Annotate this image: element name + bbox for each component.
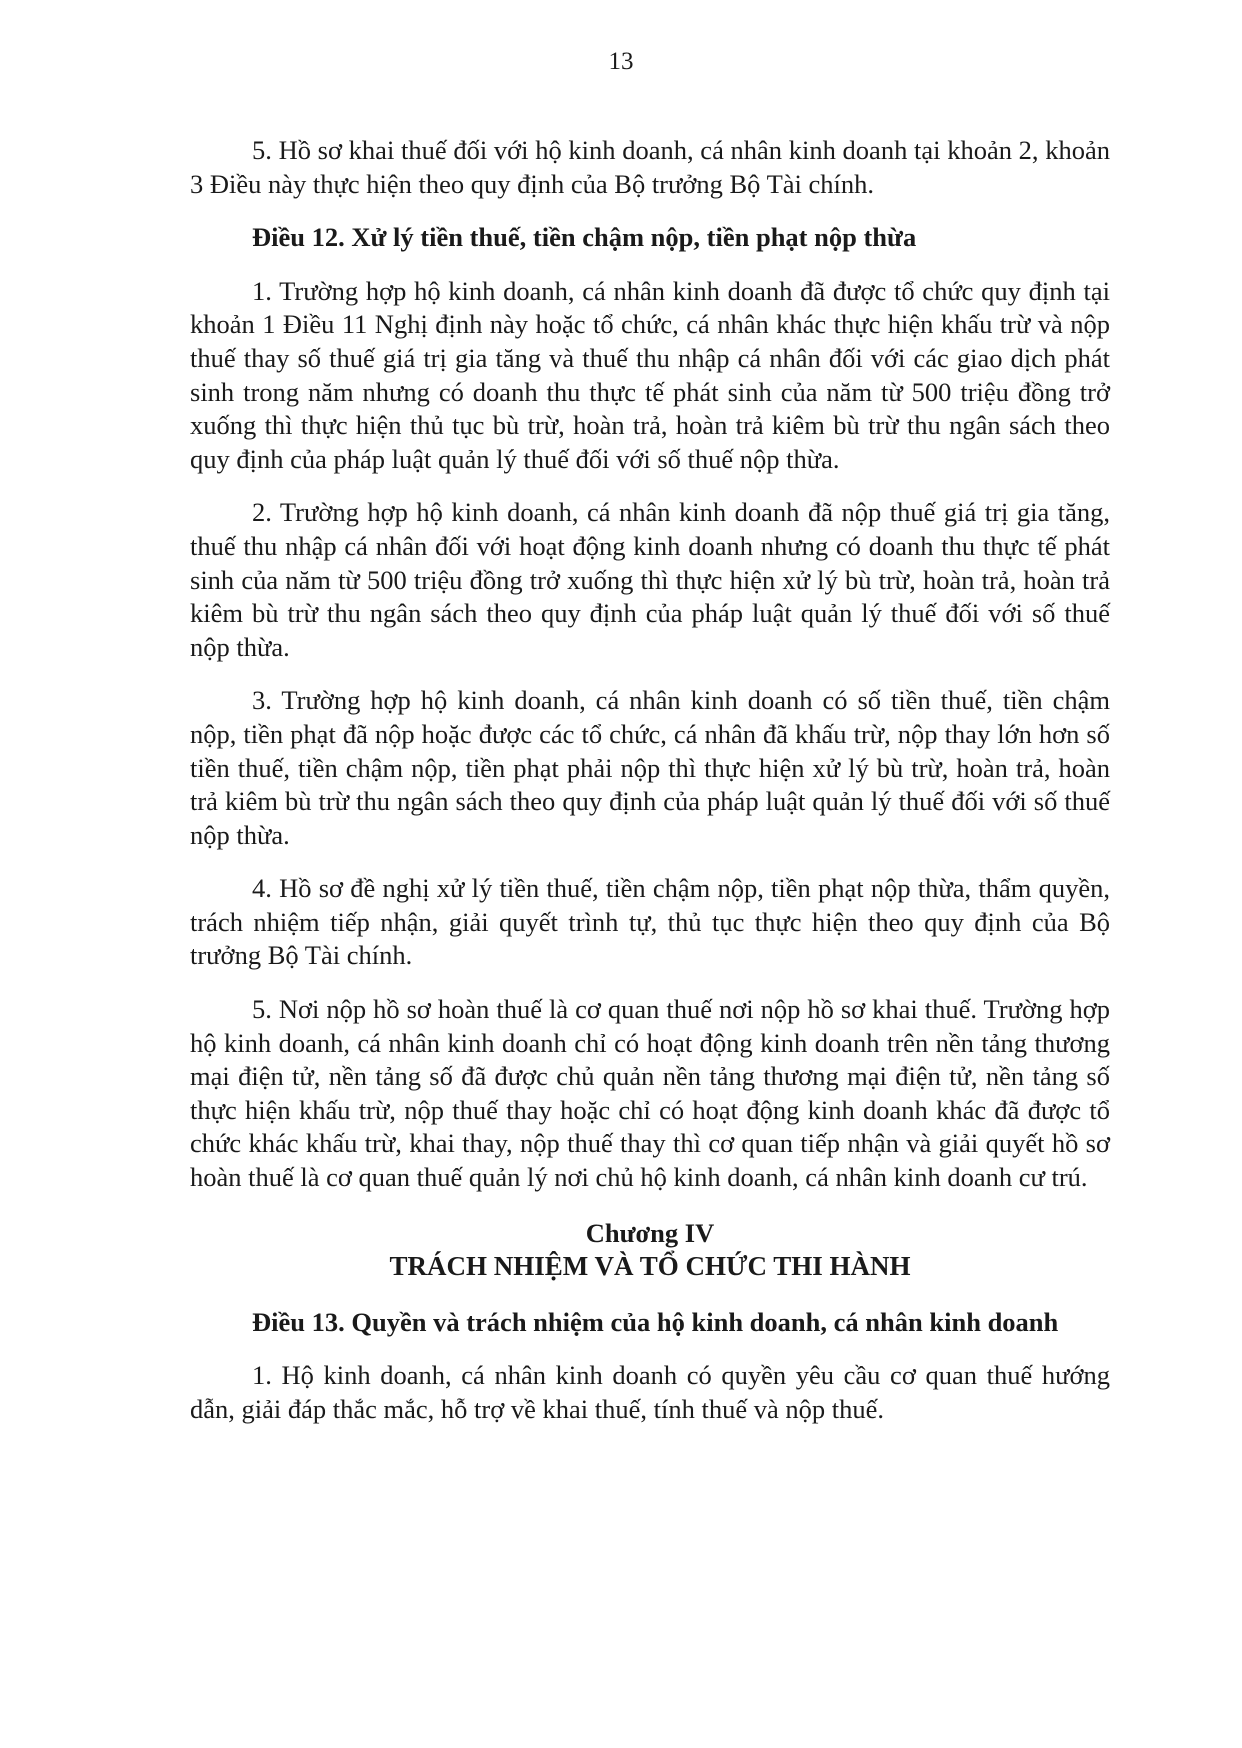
document-body	[190, 134, 1110, 1427]
article-12-clause-3: 3. Trường hợp hộ kinh doanh, cá nhân kinh doanh có số tiền thuế, tiền chậm nộp, tiền phạt đã nộp hoặc được các tổ chức, cá nhân đã khấu trừ, nộp thay lớn hơn số tiền thuế, tiền chậm nộp, tiền phạt phải nộp thì thực hiện xử lý bù trừ, hoàn trả, hoàn trả kiêm bù trừ thu ngân sách theo quy định của pháp luật quản lý thuế đối với số thuế nộp thừa.	[190, 685, 1110, 850]
article-12-heading: Điều 12. Xử lý tiền thuế, tiền chậm nộp, tiền phạt nộp thừa	[252, 222, 917, 253]
article-13-heading: Điều 13. Quyền và trách nhiệm của hộ kinh doanh, cá nhân kinh doanh	[252, 1306, 1059, 1337]
chapter-label: Chương IV	[585, 1217, 715, 1248]
chapter-title: TRÁCH NHIỆM VÀ TỔ CHỨC THI HÀNH	[389, 1251, 911, 1282]
article-12-clause-5: 5. Nơi nộp hồ sơ hoàn thuế là cơ quan thuế nơi nộp hồ sơ khai thuế. Trường hợp hộ kinh doanh, cá nhân kinh doanh chỉ có hoạt động kinh doanh trên nền tảng thương mại điện tử, nền tảng số đã được chủ quản nền tảng thương mại điện tử, nền tảng số thực hiện khấu trừ, nộp thuế thay hoặc chỉ có hoạt động kinh doanh khác đã được tổ chức khác khấu trừ, khai thay, nộp thuế thay thì cơ quan tiếp nhận và giải quyết hồ sơ hoàn thuế là cơ quan thuế quản lý nơi chủ hộ kinh doanh, cá nhân kinh doanh cư trú.	[190, 994, 1110, 1193]
article-12-clause-1: 1. Trường hợp hộ kinh doanh, cá nhân kinh doanh đã được tổ chức quy định tại khoản 1 Điều 11 Nghị định này hoặc tổ chức, cá nhân khác thực hiện khấu trừ và nộp thuế thay số thuế giá trị gia tăng và thuế thu nhập cá nhân đối với các giao dịch phát sinh trong năm nhưng có doanh thu thực tế phát sinh của năm từ 500 triệu đồng trở xuống thì thực hiện thủ tục bù trừ, hoàn trả, hoàn trả kiêm bù trừ thu ngân sách theo quy định của pháp luật quản lý thuế đối với số thuế nộp thừa.	[190, 275, 1110, 474]
article-12-clause-4: 4. Hồ sơ đề nghị xử lý tiền thuế, tiền chậm nộp, tiền phạt nộp thừa, thẩm quyền, trách nhiệm tiếp nhận, giải quyết trình tự, thủ tục thực hiện theo quy định của Bộ trưởng Bộ Tài chính.	[190, 873, 1110, 971]
article-13-clause-1: 1. Hộ kinh doanh, cá nhân kinh doanh có quyền yêu cầu cơ quan thuế hướng dẫn, giải đáp thắc mắc, hỗ trợ về khai thuế, tính thuế và nộp thuế.	[190, 1360, 1110, 1424]
page-number: 13	[608, 48, 634, 75]
article-12-clause-2: 2. Trường hợp hộ kinh doanh, cá nhân kinh doanh đã nộp thuế giá trị gia tăng, thuế thu nhập cá nhân đối với hoạt động kinh doanh nhưng có doanh thu thực tế phát sinh của năm từ 500 triệu đồng trở xuống thì thực hiện xử lý bù trừ, hoàn trả, hoàn trả kiêm bù trừ thu ngân sách theo quy định của pháp luật quản lý thuế đối với số thuế nộp thừa.	[190, 497, 1110, 662]
article-11-clause-5: 5. Hồ sơ khai thuế đối với hộ kinh doanh, cá nhân kinh doanh tại khoản 2, khoản 3 Điều này thực hiện theo quy định của Bộ trưởng Bộ Tài chính.	[190, 135, 1110, 199]
